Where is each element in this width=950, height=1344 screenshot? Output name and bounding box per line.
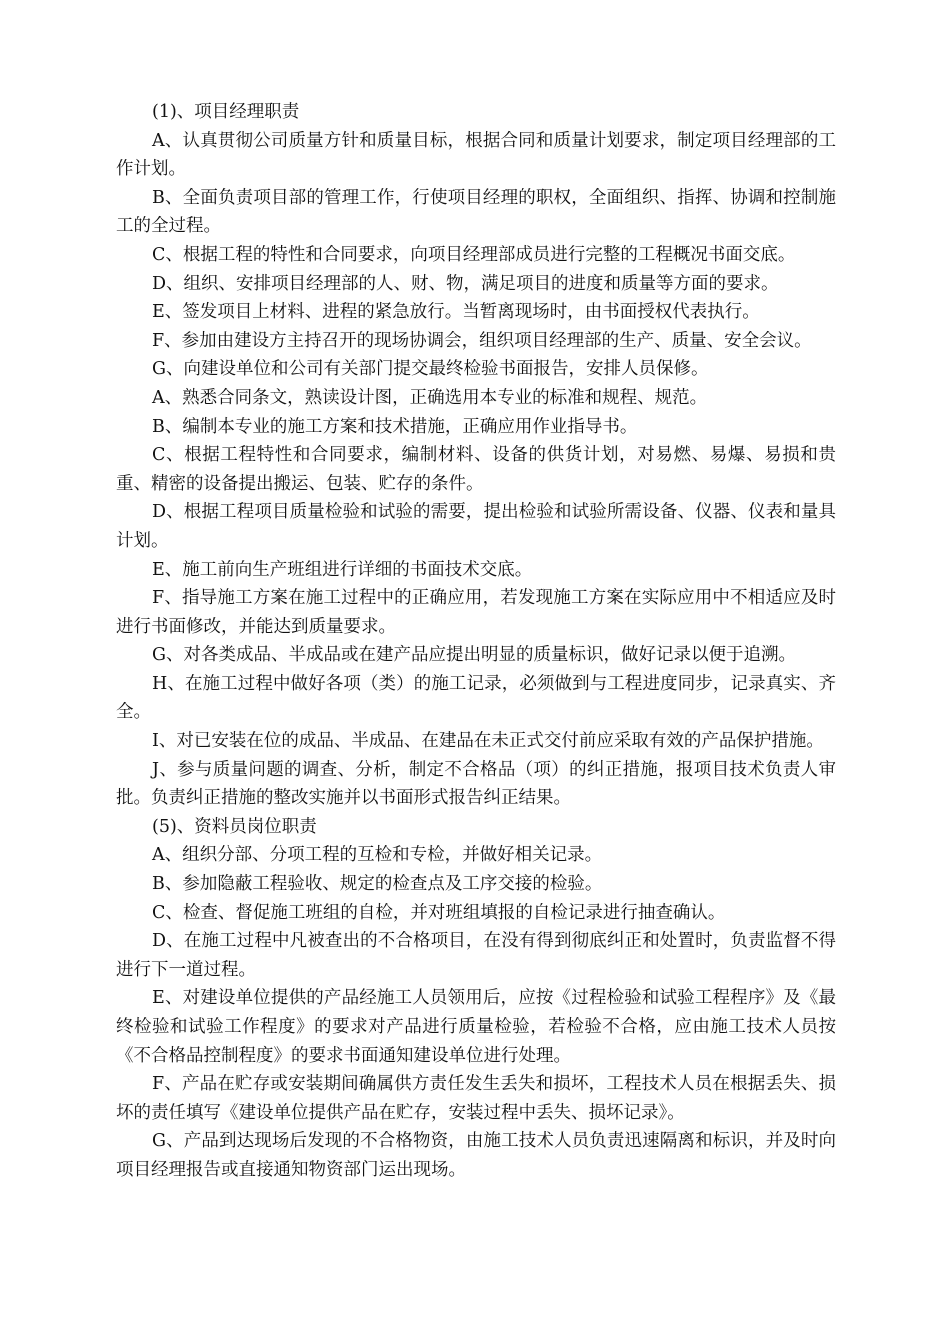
paragraph: F、参加由建设方主持召开的现场协调会，组织项目经理部的生产、质量、安全会议。 bbox=[152, 330, 812, 351]
paragraph: G、产品到达现场后发现的不合格物资，由施工技术人员负责迅速隔离和标识，并及时向项目经理报告或直接通知物资部门运出现场。 bbox=[116, 1131, 836, 1180]
paragraph: E、施工前向生产班组进行详细的书面技术交底。 bbox=[152, 559, 533, 580]
paragraph: D、在施工过程中凡被查出的不合格项目，在没有得到彻底纠正和处置时，负责监督不得进行下一道过程。 bbox=[116, 931, 836, 980]
paragraph: I、对已安装在位的成品、半成品、在建品在未正式交付前应采取有效的产品保护措施。 bbox=[152, 731, 824, 752]
paragraph: D、根据工程项目质量检验和试验的需要，提出检验和试验所需设备、仪器、仪表和量具计划。 bbox=[116, 502, 836, 551]
paragraph: A、熟悉合同条文，熟读设计图，正确选用本专业的标准和规程、规范。 bbox=[152, 387, 708, 408]
paragraph: A、组织分部、分项工程的互检和专检，并做好相关记录。 bbox=[152, 845, 603, 866]
paragraph: C、根据工程特性和合同要求，编制材料、设备的供货计划，对易燃、易爆、易损和贵重、精密的设备提出搬运、包装、贮存的条件。 bbox=[116, 445, 836, 494]
paragraph: B、参加隐蔽工程验收、规定的检查点及工序交接的检验。 bbox=[152, 874, 603, 895]
document-body bbox=[116, 98, 836, 1185]
paragraph: A、认真贯彻公司质量方针和质量目标，根据合同和质量计划要求，制定项目经理部的工作计划。 bbox=[116, 130, 836, 180]
paragraph: G、对各类成品、半成品或在建产品应提出明显的质量标识，做好记录以便于追溯。 bbox=[152, 645, 796, 666]
paragraph: C、根据工程的特性和合同要求，向项目经理部成员进行完整的工程概况书面交底。 bbox=[152, 244, 796, 265]
paragraph: C、检查、督促施工班组的自检，并对班组填报的自检记录进行抽查确认。 bbox=[152, 902, 726, 923]
paragraph: B、编制本专业的施工方案和技术措施，正确应用作业指导书。 bbox=[152, 416, 638, 437]
paragraph: J、参与质量问题的调查、分析，制定不合格品（项）的纠正措施，报项目技术负责人审批。负责纠正措施的整改实施并以书面形式报告纠正结果。 bbox=[116, 759, 836, 809]
heading-project-manager-duties: (1)、项目经理职责 bbox=[152, 102, 300, 122]
paragraph: B、全面负责项目部的管理工作，行使项目经理的职权，全面组织、指挥、协调和控制施工的全过程。 bbox=[116, 187, 836, 237]
heading-archivist-duties: (5)、资料员岗位职责 bbox=[152, 816, 317, 837]
paragraph: D、组织、安排项目经理部的人、财、物，满足项目的进度和质量等方面的要求。 bbox=[152, 273, 779, 294]
paragraph: E、签发项目上材料、进程的紧急放行。当暂离现场时，由书面授权代表执行。 bbox=[152, 302, 760, 323]
paragraph: G、向建设单位和公司有关部门提交最终检验书面报告，安排人员保修。 bbox=[152, 359, 709, 380]
paragraph: F、指导施工方案在施工过程中的正确应用，若发现施工方案在实际应用中不相适应及时进行书面修改，并能达到质量要求。 bbox=[116, 588, 836, 637]
paragraph: F、产品在贮存或安装期间确属供方责任发生丢失和损坏，工程技术人员在根据丢失、损坏的责任填写《建设单位提供产品在贮存，安装过程中丢失、损坏记录》。 bbox=[116, 1074, 836, 1123]
paragraph: E、对建设单位提供的产品经施工人员领用后，应按《过程检验和试验工程程序》及《最终检验和试验工作程度》的要求对产品进行质量检验，若检验不合格，应由施工技术人员按《不合格品控制程度》的要求书面通知建设单位进行处理。 bbox=[116, 988, 836, 1066]
paragraph: H、在施工过程中做好各项（类）的施工记录，必须做到与工程进度同步，记录真实、齐全。 bbox=[116, 673, 836, 723]
